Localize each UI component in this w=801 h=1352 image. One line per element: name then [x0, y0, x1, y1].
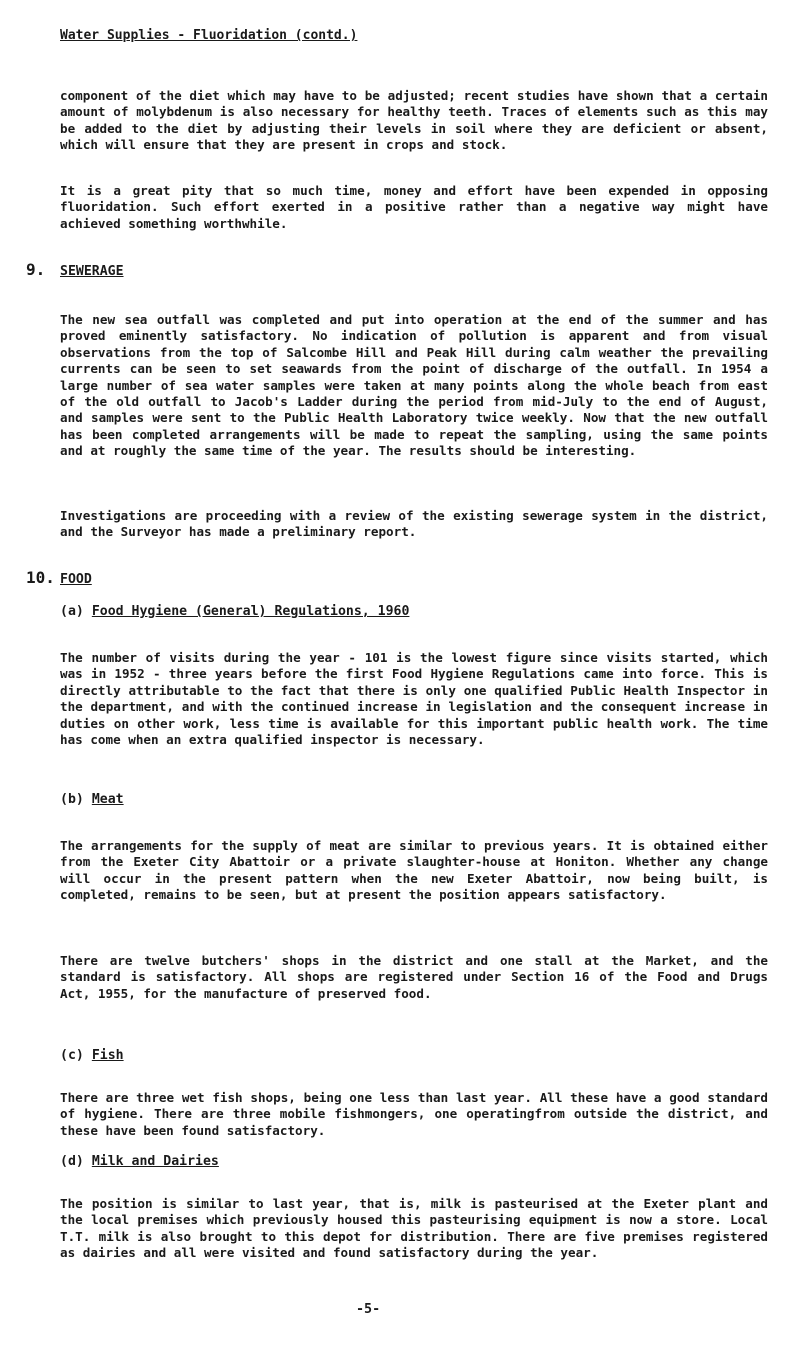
running-head: Water Supplies - Fluoridation (contd.) [60, 28, 358, 43]
subsection-a-title: Food Hygiene (General) Regulations, 1960 [91, 604, 410, 619]
subsection-d-title: Milk and Dairies [91, 1154, 219, 1169]
milk-dairies-paragraph: The position is similar to last year, that is, milk is pasteurised at the Exeter plant and the local premises which previously housed this pasteurising equipment is now a store. Local T.T. milk is also brought to this depot for distribution. There are five premises registered as dairies and all were visited and found satisfactory during the year. [60, 1196, 768, 1261]
section-title-food: FOOD [60, 572, 92, 587]
subsection-b-label: (b) [60, 792, 84, 807]
intro-paragraph-1: component of the diet which may have to be adjusted; recent studies have shown that a certain amount of molybdenum is also necessary for healthy teeth. Traces of elements such as this may be added to the diet by adjusting their levels in soil where they are deficient or absent, which will ensure that they are present in crops and stock. [60, 88, 768, 153]
subsection-c-title: Fish [91, 1048, 124, 1063]
meat-paragraph-1: The arrangements for the supply of meat are similar to previous years. It is obtained either from the Exeter City Abattoir or a private slaughter-house at Honiton. Whether any change will occur in the present pattern when the new Exeter Abattoir, now being built, is completed, remains to be seen, but at present the position appears satisfactory. [60, 838, 768, 903]
sewerage-paragraph-2: Investigations are proceeding with a review of the existing sewerage system in the district, and the Surveyor has made a preliminary report. [60, 508, 768, 540]
intro-paragraph-2: It is a great pity that so much time, money and effort have been expended in opposing fluoridation. Such effort exerted in a positive rather than a negative way might have achieved something worthwhile. [60, 183, 768, 231]
subsection-d-heading [60, 1154, 219, 1170]
subsection-c-heading [60, 1048, 124, 1064]
subsection-a-label: (a) [60, 604, 84, 619]
subsection-c-label: (c) [60, 1048, 84, 1063]
page-number: -5- [356, 1302, 381, 1317]
sewerage-paragraph-1: The new sea outfall was completed and put into operation at the end of the summer and has proved eminently satisfactory. No indication of pollution is apparent and from visual observations from the top of Salcombe Hill and Peak Hill during calm weather the prevailing currents can be seen to set seawards from the point of discharge of the outfall. In 1954 a large number of sea water samples were taken at many points along the whole beach from east of the old outfall to Jacob's Ladder during the period from mid-July to the end of August, and samples were sent to the Public Health Laboratory twice weekly. Now that the new outfall has been completed arrangements will be made to repeat the sampling, using the same points and at roughly the same time of the year. The results should be interesting. [60, 312, 768, 459]
section-number-10: 10. [26, 568, 55, 587]
food-hygiene-paragraph: The number of visits during the year - 101 is the lowest figure since visits started, which was in 1952 - three years before the first Food Hygiene Regulations came into force. This is directly attributable to the fact that there is only one qualified Public Health Inspector in the department, and with the continued increase in legislation and the consequent increase in duties on other work, less time is available for this important public health work. The time has come when an extra qualified inspector is necessary. [60, 650, 768, 748]
subsection-a-heading [60, 604, 409, 620]
fish-paragraph: There are three wet fish shops, being one less than last year. All these have a good standard of hygiene. There are three mobile fishmongers, one operatingfrom outside the district, and these have been found satisfactory. [60, 1090, 768, 1138]
subsection-b-title: Meat [91, 792, 124, 807]
meat-paragraph-2: There are twelve butchers' shops in the district and one stall at the Market, and the standard is satisfactory. All shops are registered under Section 16 of the Food and Drugs Act, 1955, for the manufacture of preserved food. [60, 953, 768, 1001]
subsection-b-heading [60, 792, 124, 808]
section-title-sewerage: SEWERAGE [60, 264, 124, 279]
subsection-d-label: (d) [60, 1154, 84, 1169]
section-number-9: 9. [26, 260, 46, 279]
